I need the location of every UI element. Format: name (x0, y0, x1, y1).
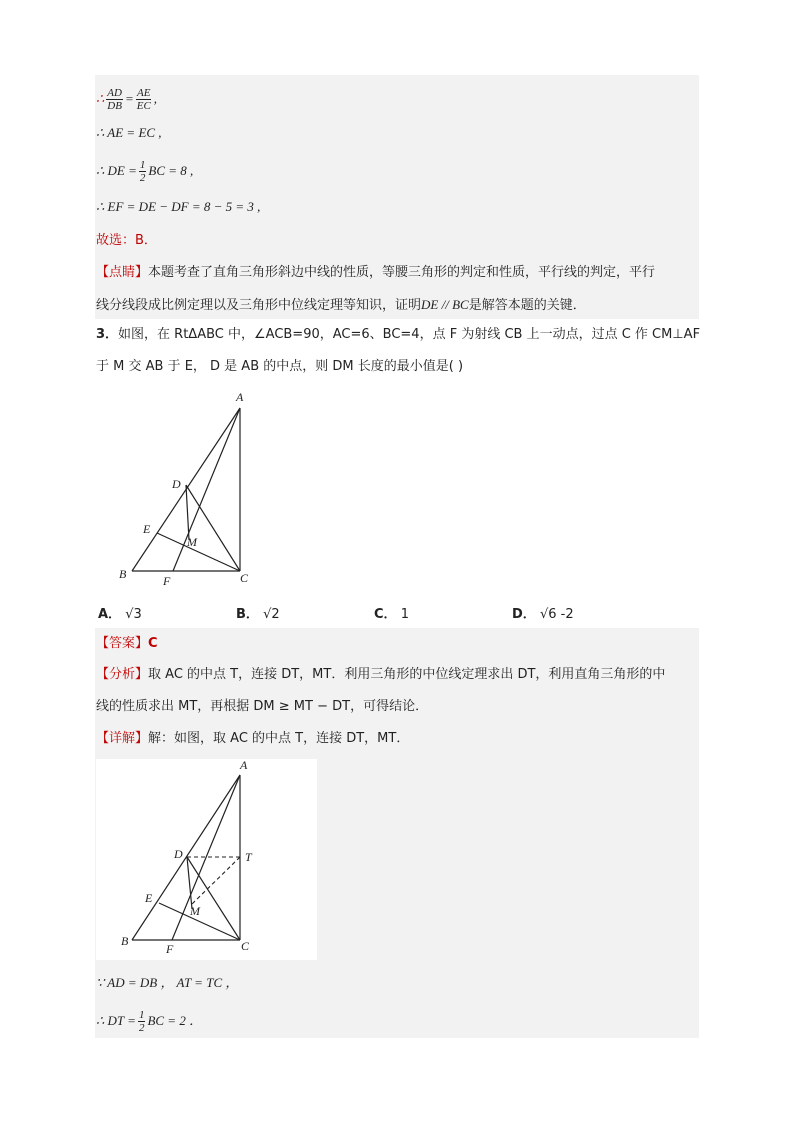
fig2-label-d: D (174, 847, 183, 861)
answer-line: 【答案】C (96, 636, 158, 651)
fig2-label-c: C (241, 939, 250, 953)
fig1-label-f: F (163, 574, 171, 588)
eq-line-ae-ec: ∴ AE = EC , (96, 125, 162, 140)
analysis-line-2: 线的性质求出 MT，再根据 DM ≥ MT − DT，可得结论． (96, 699, 429, 714)
eq-line-de: ∴ DE = $\frac{1}{2}$ BC = 8 , (96, 158, 194, 184)
fig1-label-c: C (240, 571, 249, 585)
fig2-label-b: B (121, 934, 129, 948)
fig2-label-t: T (245, 850, 252, 864)
question-line-2: 于 M 交 AB 于 E， D 是 AB 的中点，则 DM 长度的最小值是( ) (96, 359, 464, 374)
analysis-line-1: 【分析】取 AC 的中点 T，连接 DT，MT．利用三角形的中位线定理求出 DT，利用直角三角形的中 (96, 667, 666, 682)
fig2-label-a: A (240, 758, 248, 772)
figure-2-triangle (110, 757, 270, 957)
detail-line-1: 【详解】解：如图，取 AC 的中点 T，连接 DT，MT． (96, 731, 410, 746)
question-line-1: 3．如图，在 RtΔABC 中，∠ACB=90，AC=6、BC=4，点 F 为射线 CB 上一动点，过点 C 作 CM⊥AF (96, 327, 701, 342)
eq-line-midpoints: ∵ AD = DB ， AT = TC ， (96, 975, 239, 990)
fig2-label-f: F (166, 942, 174, 956)
option-b[interactable]: B． √2 (236, 607, 280, 622)
eq-line-dt: ∴ DT = $\frac{1}{2}$ BC = 2 ． (96, 1008, 203, 1034)
comment-line-2: 线分线段成比例定理以及三角形中位线定理等知识，证明DE // BC是解答本题的关键． (96, 297, 586, 313)
fig1-label-e: E (143, 522, 151, 536)
choose-answer: 故选：B． (96, 233, 157, 248)
eq-line-ratio: ∴ $\frac{AD}{DB}$ = $\frac{AE}{EC}$ , (96, 86, 158, 112)
eq-line-ef: ∴ EF = DE − DF = 8 − 5 = 3 , (96, 199, 261, 214)
option-d[interactable]: D． √6 -2 (512, 607, 574, 622)
fig1-label-b: B (119, 567, 127, 581)
fig1-label-m: M (187, 535, 197, 549)
fig2-label-m: M (190, 904, 200, 918)
fig2-label-e: E (145, 891, 153, 905)
solution-top-shade (95, 75, 699, 319)
option-a[interactable]: A． √3 (98, 607, 142, 622)
fig1-label-d: D (172, 477, 181, 491)
comment-line-1: 【点睛】本题考查了直角三角形斜边中线的性质，等腰三角形的判定和性质，平行线的判定，平行 (96, 265, 656, 280)
figure-1-triangle (110, 388, 270, 588)
option-c[interactable]: C． 1 (374, 607, 409, 622)
fig1-label-a: A (236, 390, 244, 404)
